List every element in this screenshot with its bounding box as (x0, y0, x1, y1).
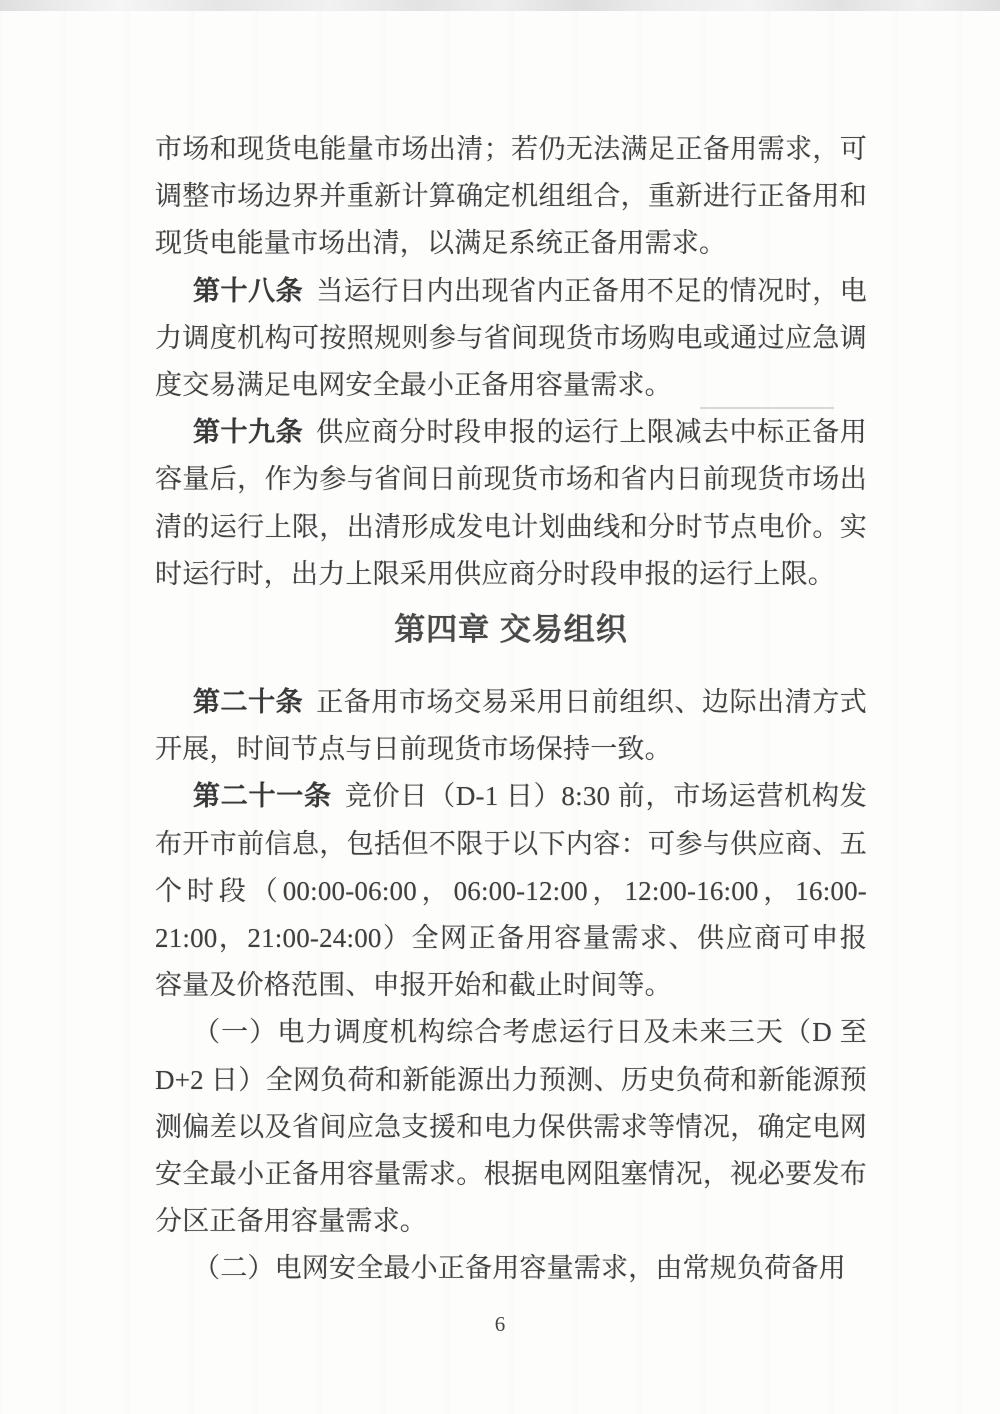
article-19-text: 供应商分时段申报的运行上限减去中标正备用容量后，作为参与省间日前现货市场和省内日前现货市场出清的运行上限，出清形成发电计划曲线和分时节点电价。实时运行时，出力上限采用供应商分时段申报的运行上限。 (155, 417, 867, 589)
article-20-text: 正备用市场交易采用日前组织、边际出清方式开展，时间节点与日前现货市场保持一致。 (155, 687, 867, 765)
page-number: 6 (494, 1312, 506, 1336)
item-2-text: （二）电网安全最小正备用容量需求，由常规负荷备用 (193, 1253, 846, 1284)
document-body (155, 126, 867, 1293)
article-20-label: 第二十条 (193, 687, 304, 718)
paragraph-item-2 (155, 1245, 867, 1292)
article-21-text: 竞价日（D-1 日）8:30 前，市场运营机构发布开市前信息，包括但不限于以下内容：可参与供应商、五个时段（00:00-06:00，06:00-12:00，12:00-16:00，16:00-21:00，21:00-24:00）全网正备用容量需求、供应商可申报容量及价格范围、申报开始和截止时间等。 (155, 781, 868, 1001)
chapter-heading: 第四章 交易组织 (394, 612, 628, 648)
paragraph-article-21 (155, 773, 867, 1009)
item-1-text: （一）电力调度机构综合考虑运行日及未来三天（D 至 D+2 日）全网负荷和新能源出力预测、历史负荷和新能源预测偏差以及省间应急支援和电力保供需求等情况，确定电网安全最小正备用容量需求。根据电网阻塞情况，视必要发布分区正备用容量需求。 (155, 1017, 867, 1237)
paragraph-intro-continuation (155, 126, 867, 268)
article-18-text: 当运行日内出现省内正备用不足的情况时，电力调度机构可按照规则参与省间现货市场购电或通过应急调度交易满足电网安全最小正备用容量需求。 (155, 275, 867, 401)
page-footer (0, 1312, 1000, 1337)
paragraph-intro-text: 市场和现货电能量市场出清；若仍无法满足正备用需求，可调整市场边界并重新计算确定机组组合，重新进行正备用和现货电能量市场出清，以满足系统正备用需求。 (155, 134, 867, 259)
paragraph-article-19 (155, 409, 867, 598)
article-18-label: 第十八条 (193, 275, 304, 306)
paragraph-item-1 (155, 1009, 867, 1245)
scan-artifact-top-band (0, 0, 1000, 11)
paragraph-article-20 (155, 679, 867, 773)
article-21-label: 第二十一条 (193, 781, 332, 812)
article-19-label: 第十九条 (193, 417, 304, 448)
paragraph-article-18 (155, 268, 867, 410)
